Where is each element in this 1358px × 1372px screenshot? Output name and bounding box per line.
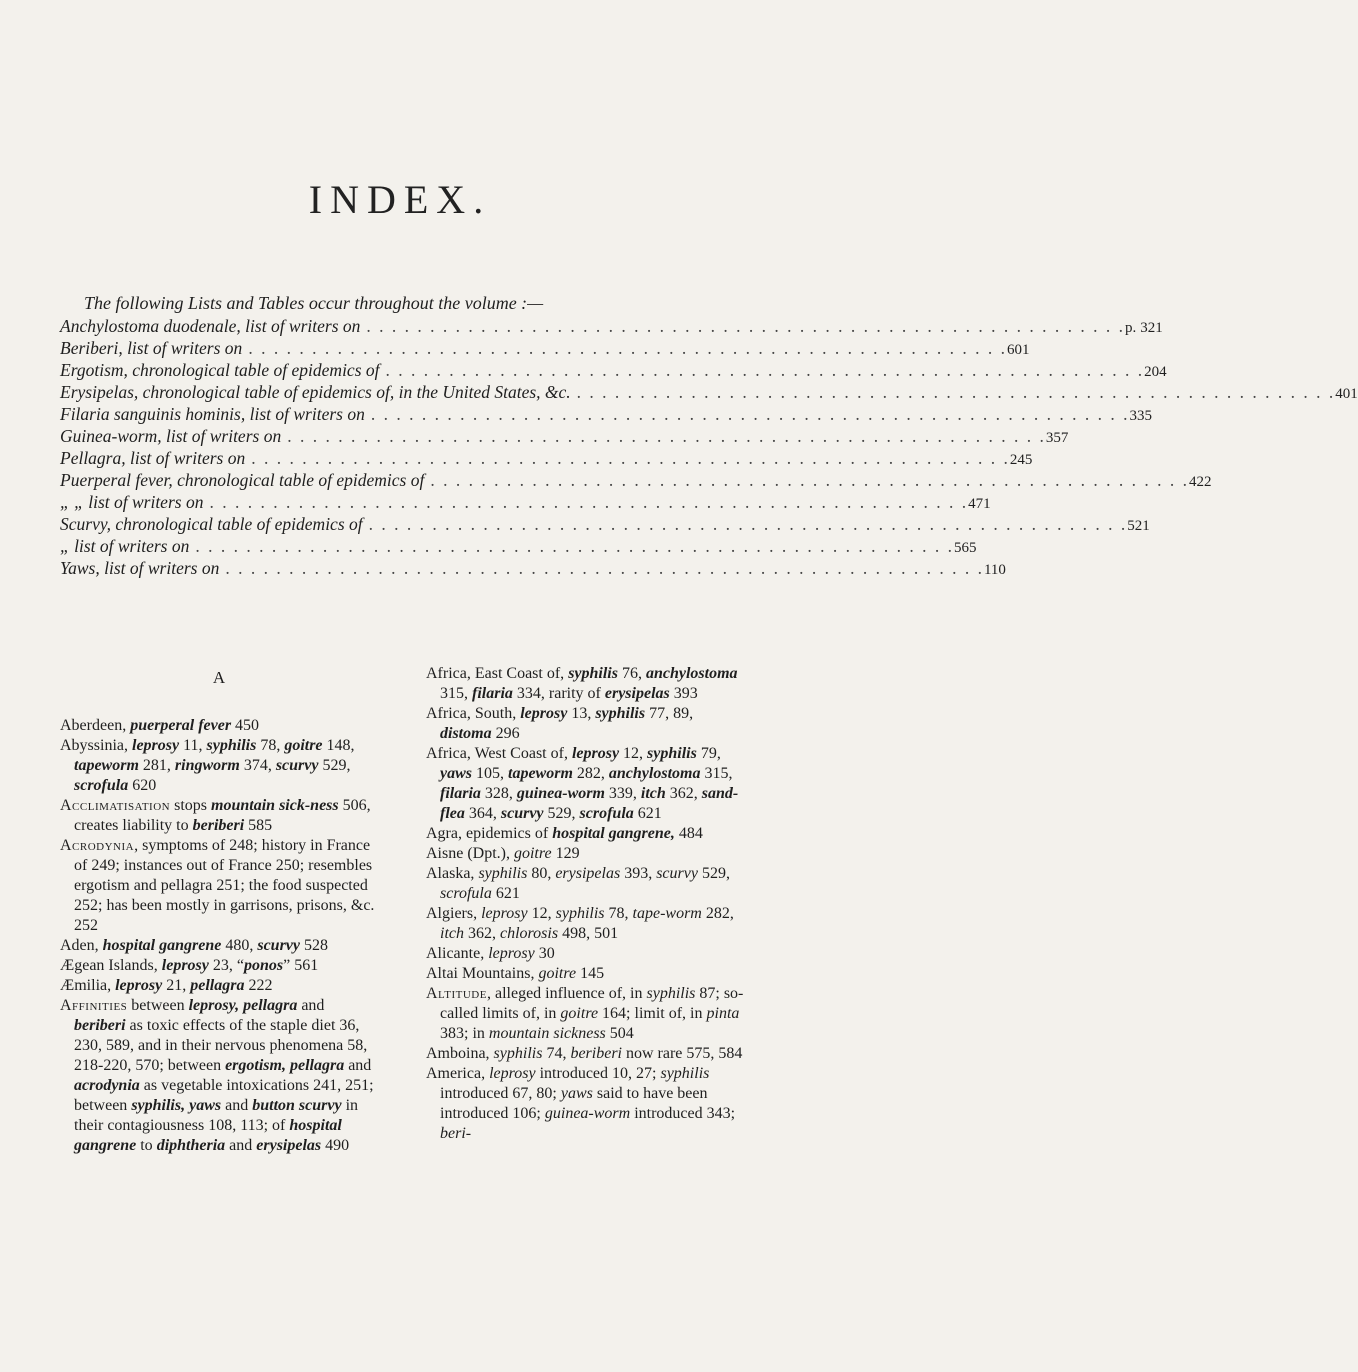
entry-text: 13,: [567, 705, 596, 722]
entry-text: distoma: [440, 725, 492, 742]
entry-text: 393: [669, 685, 698, 702]
entry-text: syphilis: [595, 705, 646, 722]
entry-text: beriberi: [570, 1045, 622, 1062]
entry-text: beri-: [440, 1125, 472, 1142]
entry-text: and: [225, 1137, 257, 1154]
entry-text: beriberi: [192, 817, 245, 834]
list-page: 357: [1045, 430, 1069, 446]
entry-text: ponos: [243, 957, 284, 974]
entry-text: syphilis: [660, 1065, 710, 1082]
entry-text: 282,: [701, 905, 734, 922]
entry-text: Æmilia,: [60, 977, 116, 994]
list-page: 521: [1127, 518, 1150, 534]
entry-text: chlorosis: [500, 925, 559, 942]
list-row: [60, 338, 1030, 360]
list-row: [60, 382, 1358, 404]
index-entry: [426, 824, 744, 844]
entry-text: and: [344, 1057, 372, 1074]
list-label: Puerperal fever, chronological table of epidemics of: [60, 470, 425, 490]
entry-text: introduced 67, 80;: [440, 1085, 561, 1102]
entry-text: syphilis: [555, 905, 605, 922]
entry-text: hospital gangrene,: [552, 825, 675, 842]
list-page: 401: [1335, 386, 1358, 402]
index-entry: [426, 704, 744, 744]
entry-text: 296: [491, 725, 520, 742]
entry-text: Acrodynia: [60, 837, 135, 854]
page-title: INDEX.: [308, 177, 492, 222]
index-entry: [426, 744, 744, 824]
index-entry: [60, 936, 378, 956]
entry-text: mountain sick-ness: [211, 797, 339, 814]
entry-text: goitre: [513, 845, 552, 862]
entry-text: 585: [244, 817, 273, 834]
index-entry: [426, 964, 744, 984]
entry-text: leprosy: [489, 1065, 536, 1082]
entry-text: button scurvy: [252, 1097, 342, 1114]
entry-text: 87; so-called limits of, in: [440, 985, 744, 1022]
entry-text: hospital gangrene: [74, 1117, 342, 1154]
entry-text: tape-worm: [632, 905, 702, 922]
entry-text: 490: [321, 1137, 350, 1154]
entry-text: ” 561: [283, 957, 319, 974]
entry-text: 23, “: [208, 957, 244, 974]
entry-text: anchylostoma: [645, 665, 738, 682]
list-page: 601: [1006, 342, 1030, 358]
entry-text: 450: [231, 717, 260, 734]
index-column-right: [426, 664, 744, 1144]
entry-text: 328,: [480, 785, 517, 802]
entry-text: syphilis: [493, 1045, 543, 1062]
entry-text: Altitude: [426, 985, 487, 1002]
list-row: [60, 492, 991, 514]
entry-text: 484: [674, 825, 703, 842]
list-row: [60, 404, 1152, 426]
list-page: 422: [1188, 474, 1212, 490]
entry-text: 281,: [138, 757, 175, 774]
entry-text: 620: [128, 777, 157, 794]
index-entry: [60, 976, 378, 996]
entry-text: 364,: [464, 805, 501, 822]
entry-text: 282,: [572, 765, 609, 782]
list-label: Yaws, list of writers on: [60, 558, 220, 578]
index-entry: [60, 836, 378, 936]
entry-text: between: [127, 997, 189, 1014]
entry-text: Altai Mountains,: [426, 965, 539, 982]
list-label: „ „ list of writers on: [60, 492, 204, 512]
list-label: Ergotism, chronological table of epidemics of: [60, 360, 380, 380]
entry-text: sand-flea: [440, 785, 739, 822]
entry-text: 78,: [256, 737, 285, 754]
entry-text: erysipelas: [256, 1137, 322, 1154]
entry-text: 334, rarity of: [512, 685, 605, 702]
entry-text: , symptoms of 248; history in France of 249; instances out of France 250; resembles ergotism and pellagra 251; the food suspected 252; has been mostly in garrisons, prisons, &c. 252: [74, 837, 375, 934]
entry-text: leprosy: [161, 957, 209, 974]
entry-text: scurvy: [257, 937, 300, 954]
entry-text: Aden,: [60, 937, 103, 954]
entry-text: 315,: [440, 685, 472, 702]
entry-text: leprosy: [132, 737, 180, 754]
index-entry: [426, 984, 744, 1044]
entry-text: 506, creates liability to: [74, 797, 371, 834]
index-entry: [426, 664, 744, 704]
list-page: 110: [983, 562, 1006, 578]
entry-text: 79,: [696, 745, 721, 762]
index-entry: [60, 736, 378, 796]
entry-text: tapeworm: [508, 765, 573, 782]
list-row: [60, 426, 1069, 448]
entry-text: in their contagiousness 108, 113; of: [74, 1097, 359, 1134]
entry-text: guinea-worm: [544, 1105, 631, 1122]
list-row: [60, 360, 1167, 382]
entry-text: acrodynia: [74, 1077, 140, 1094]
list-label: Guinea-worm, list of writers on: [60, 426, 282, 446]
entry-text: 76,: [617, 665, 646, 682]
entry-text: 621: [491, 885, 520, 902]
entry-text: scurvy: [500, 805, 544, 822]
entry-text: goitre: [538, 965, 577, 982]
index-entry: [60, 716, 378, 736]
entry-text: 315,: [700, 765, 733, 782]
entry-text: goitre: [560, 1005, 599, 1022]
list-row: [60, 448, 1033, 470]
entry-text: beriberi: [74, 1017, 126, 1034]
index-entry: [426, 904, 744, 944]
entry-text: 148,: [322, 737, 355, 754]
index-entry: [60, 796, 378, 836]
leader-dots: . . . . . . . . . . . . . . . . . . . . . . . . . . . . . . . . . . . . . . . . . . . . . . . . . . . . . . . . . . . .: [366, 316, 1126, 336]
entry-text: Amboina,: [426, 1045, 494, 1062]
entry-text: scrofula: [440, 885, 492, 902]
entry-text: tapeworm: [74, 757, 139, 774]
entry-text: 78,: [604, 905, 633, 922]
leader-dots: . . . . . . . . . . . . . . . . . . . . . . . . . . . . . . . . . . . . . . . . . . . . . . . . . . . . . . . . . . . .: [368, 514, 1128, 534]
entry-text: 504: [605, 1025, 634, 1042]
index-entry: [426, 864, 744, 904]
entry-text: leprosy: [520, 705, 568, 722]
lists-and-tables: [60, 316, 1358, 580]
entry-text: scrofula: [579, 805, 634, 822]
entry-text: Abyssinia,: [60, 737, 132, 754]
entry-text: 498, 501: [558, 925, 619, 942]
entry-text: itch: [640, 785, 666, 802]
entry-text: and: [221, 1097, 253, 1114]
entry-text: mountain sickness: [488, 1025, 606, 1042]
entry-text: syphilis, yaws: [131, 1097, 222, 1114]
index-entry: [60, 996, 378, 1156]
list-label: Pellagra, list of writers on: [60, 448, 246, 468]
entry-text: 11,: [179, 737, 207, 754]
list-page: 335: [1129, 408, 1152, 424]
list-label: Anchylostoma duodenale, list of writers on: [60, 316, 361, 336]
entry-text: 529,: [697, 865, 730, 882]
entry-text: 222: [244, 977, 273, 994]
entry-text: 12,: [527, 905, 556, 922]
entry-text: syphilis: [646, 985, 696, 1002]
intro-heading: The following Lists and Tables occur throughout the volume :—: [84, 293, 544, 313]
left-entries: [60, 716, 378, 1156]
list-row: [60, 470, 1212, 492]
entry-text: Alicante,: [426, 945, 489, 962]
entry-text: to: [136, 1137, 157, 1154]
entry-text: scurvy: [275, 757, 319, 774]
list-page: 204: [1144, 364, 1167, 380]
entry-text: Africa, South,: [426, 705, 521, 722]
list-row: [60, 514, 1150, 536]
entry-text: filaria: [472, 685, 513, 702]
entry-text: 105,: [472, 765, 508, 782]
entry-text: guinea-worm: [516, 785, 605, 802]
entry-text: Agra, epidemics of: [426, 825, 553, 842]
entry-text: Aisne (Dpt.),: [426, 845, 514, 862]
entry-text: 164; limit of, in: [598, 1005, 707, 1022]
entry-text: 129: [551, 845, 580, 862]
leader-dots: . . . . . . . . . . . . . . . . . . . . . . . . . . . . . . . . . . . . . . . . . . . . . . . . . . . . . . . . . . . .: [251, 448, 1010, 468]
section-letter: A: [212, 668, 226, 687]
entry-text: syphilis: [568, 665, 618, 682]
list-row: [60, 536, 977, 558]
list-label: Beriberi, list of writers on: [60, 338, 243, 358]
entry-text: 528: [300, 937, 328, 954]
entry-text: 74,: [542, 1045, 571, 1062]
entry-text: leprosy, pellagra: [188, 997, 298, 1014]
index-entry: [426, 844, 744, 864]
leader-dots: . . . . . . . . . . . . . . . . . . . . . . . . . . . . . . . . . . . . . . . . . . . . . . . . . . . . . . . . . . . .: [287, 426, 1046, 446]
list-page: 471: [968, 496, 991, 512]
entry-text: leprosy: [488, 945, 535, 962]
entry-text: 480,: [221, 937, 258, 954]
entry-text: and: [297, 997, 325, 1014]
entry-text: leprosy: [571, 745, 620, 762]
entry-text: itch: [440, 925, 464, 942]
entry-text: Africa, West Coast of,: [426, 745, 572, 762]
entry-text: introduced 10, 27;: [535, 1065, 661, 1082]
index-entry: [426, 1064, 744, 1144]
entry-text: 529,: [318, 757, 351, 774]
entry-text: 30: [534, 945, 555, 962]
entry-text: 374,: [239, 757, 276, 774]
entry-text: anchylostoma: [608, 765, 701, 782]
entry-text: puerperal fever: [130, 717, 232, 734]
entry-text: Ægean Islands,: [60, 957, 162, 974]
index-entry: [426, 1044, 744, 1064]
entry-text: syphilis: [478, 865, 528, 882]
entry-text: 362,: [665, 785, 702, 802]
entry-text: 12,: [619, 745, 648, 762]
entry-text: America,: [426, 1065, 490, 1082]
entry-text: as toxic effects of the staple diet 36, 230, 589, and in their nervous phenomena 58, 218-220, 570; between: [74, 1017, 368, 1074]
entry-text: 383; in: [440, 1025, 489, 1042]
entry-text: Algiers,: [426, 905, 482, 922]
entry-text: ergotism, pellagra: [225, 1057, 345, 1074]
entry-text: syphilis: [206, 737, 257, 754]
index-column-left: [60, 668, 378, 1156]
entry-text: 393,: [620, 865, 657, 882]
index-entry: [426, 944, 744, 964]
leader-dots: . . . . . . . . . . . . . . . . . . . . . . . . . . . . . . . . . . . . . . . . . . . . . . . . . . . . . . . . . . . .: [385, 360, 1145, 380]
entry-text: as vegetable intoxications 241, 251; between: [74, 1077, 374, 1114]
entry-text: Africa, East Coast of,: [426, 665, 569, 682]
page-prefix: p.: [1125, 320, 1137, 336]
list-row: [60, 316, 1163, 338]
entry-text: 21,: [162, 977, 191, 994]
leader-dots: . . . . . . . . . . . . . . . . . . . . . . . . . . . . . . . . . . . . . . . . . . . . . . . . . . . . . . . . . . . .: [209, 492, 969, 512]
entry-text: 339,: [604, 785, 641, 802]
entry-text: Alaska,: [426, 865, 479, 882]
list-page: p. 321: [1125, 320, 1163, 336]
entry-text: scurvy: [656, 865, 698, 882]
list-label: Erysipelas, chronological table of epidemics of, in the United States, &c.: [60, 382, 571, 402]
entry-text: pellagra: [190, 977, 245, 994]
entry-text: 80,: [527, 865, 556, 882]
entry-text: , alleged influence of, in: [486, 985, 647, 1002]
entry-text: stops: [170, 797, 212, 814]
list-page: 565: [953, 540, 977, 556]
entry-text: yaws: [440, 765, 472, 782]
entry-text: 621: [633, 805, 662, 822]
list-page: 245: [1009, 452, 1033, 468]
leader-dots: . . . . . . . . . . . . . . . . . . . . . . . . . . . . . . . . . . . . . . . . . . . . . . . . . . . . . . . . . . . .: [195, 536, 954, 556]
entry-text: hospital gangrene: [102, 937, 222, 954]
list-label: Filaria sanguinis hominis, list of writers on: [60, 404, 365, 424]
leader-dots: . . . . . . . . . . . . . . . . . . . . . . . . . . . . . . . . . . . . . . . . . . . . . . . . . . . . . . . . . . . .: [576, 382, 1336, 402]
entry-text: filaria: [440, 785, 481, 802]
entry-text: pinta: [706, 1005, 740, 1022]
list-row: [60, 558, 1006, 580]
entry-text: erysipelas: [555, 865, 621, 882]
leader-dots: . . . . . . . . . . . . . . . . . . . . . . . . . . . . . . . . . . . . . . . . . . . . . . . . . . . . . . . . . . . .: [370, 404, 1130, 424]
entry-text: 362,: [464, 925, 500, 942]
entry-text: diphtheria: [156, 1137, 226, 1154]
entry-text: Aberdeen,: [60, 717, 131, 734]
leader-dots: . . . . . . . . . . . . . . . . . . . . . . . . . . . . . . . . . . . . . . . . . . . . . . . . . . . . . . . . . . . .: [248, 338, 1007, 358]
index-entry: [60, 956, 378, 976]
entry-text: erysipelas: [604, 685, 670, 702]
entry-text: 145: [576, 965, 605, 982]
entry-text: ringworm: [174, 757, 240, 774]
entry-text: 529,: [543, 805, 580, 822]
entry-text: 77, 89,: [645, 705, 694, 722]
list-label: Scurvy, chronological table of epidemics of: [60, 514, 363, 534]
entry-text: goitre: [284, 737, 323, 754]
entry-text: leprosy: [481, 905, 528, 922]
entry-text: Acclimatisation: [60, 797, 171, 814]
entry-text: said to have been introduced 106;: [440, 1085, 708, 1122]
entry-text: Affinities: [60, 997, 128, 1014]
entry-text: syphilis: [647, 745, 697, 762]
entry-text: introduced 343;: [630, 1105, 736, 1122]
entry-text: yaws: [560, 1085, 593, 1102]
leader-dots: . . . . . . . . . . . . . . . . . . . . . . . . . . . . . . . . . . . . . . . . . . . . . . . . . . . . . . . . . . . .: [225, 558, 984, 578]
list-label: „ list of writers on: [60, 536, 190, 556]
entry-text: leprosy: [115, 977, 163, 994]
leader-dots: . . . . . . . . . . . . . . . . . . . . . . . . . . . . . . . . . . . . . . . . . . . . . . . . . . . . . . . . . . . .: [430, 470, 1189, 490]
entry-text: now rare 575, 584: [621, 1045, 743, 1062]
entry-text: scrofula: [74, 777, 129, 794]
